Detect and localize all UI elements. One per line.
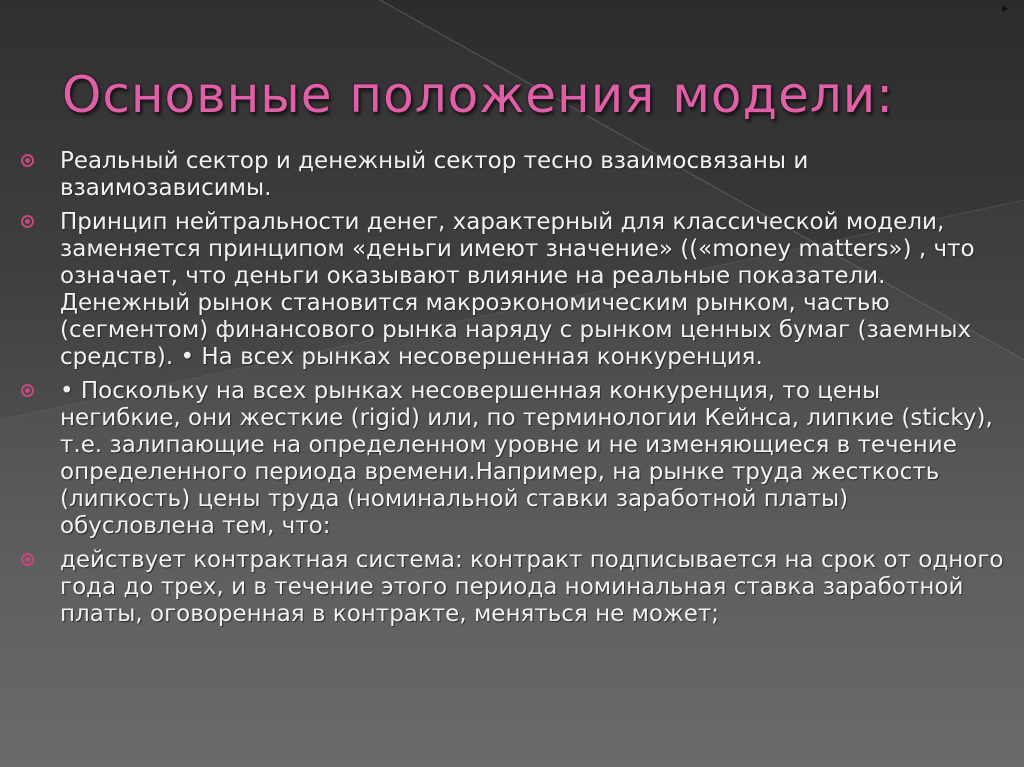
circle-bullet-icon (21, 384, 34, 397)
bullet-text: • Поскольку на всех рынках несовершенная конкуренция, то цены негибкие, они жесткие (rigid) или, по терминологии Кейнса, липкие (sticky), т.е. залипающие на определенном уровне и не изменяющиеся в течение определенного периода времени.Например, на рынке труда жесткость (липкость) цены труда (номинальной ставки заработной платы) обусловлена тем, что: (60, 378, 993, 539)
slide-title: Основные положения модели: (62, 66, 895, 124)
bullet-item (60, 148, 1005, 202)
bullet-item (60, 209, 1005, 371)
bullet-text: действует контрактная система: контракт подписывается на срок от одного года до трех, и в течение этого периода номинальная ставка заработной платы, оговоренная в контракте, меняться не может; (60, 547, 1004, 627)
circle-bullet-icon (21, 215, 34, 228)
bullet-item (60, 547, 1005, 628)
circle-bullet-icon (21, 154, 34, 167)
corner-triangle-icon: ▸ (1002, 1, 1009, 16)
bullet-text: Реальный сектор и денежный сектор тесно взаимосвязаны и взаимозависимы. (60, 148, 809, 201)
bullet-list (60, 148, 1005, 635)
bullet-item (60, 378, 1005, 540)
bullet-text: Принцип нейтральности денег, характерный для классической модели, заменяется принципом «деньги имеют значение» ((«money matters») , что означает, что деньги оказывают влияние на реальные показатели. Денежный рынок становится макроэкономическим рынком, частью (сегментом) финансового рынка наряду с рынком ценных бумаг (заемных средств). • На всех рынках несовершенная конкуренция. (60, 209, 975, 370)
circle-bullet-icon (21, 553, 34, 566)
